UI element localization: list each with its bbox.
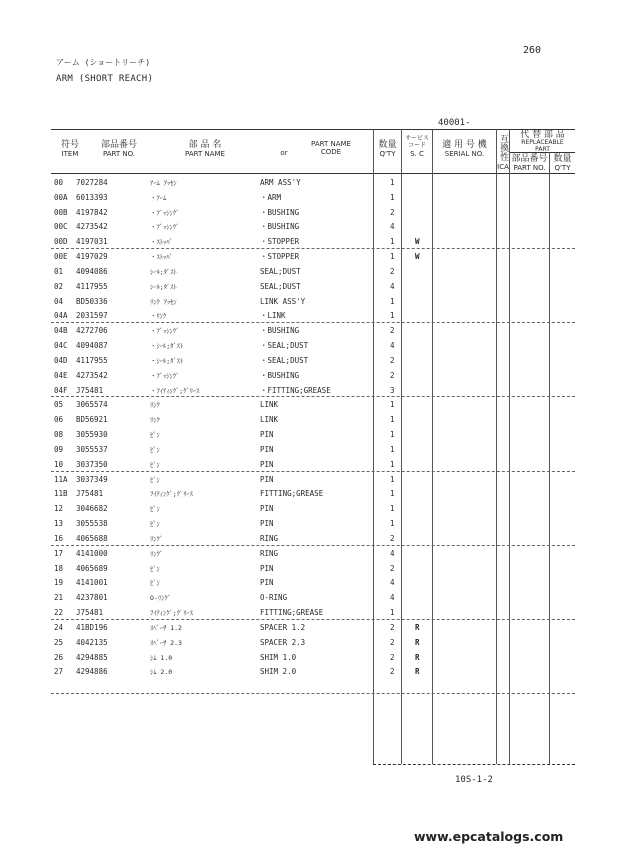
header-replace-en-1: REPLACEABLE	[521, 139, 564, 147]
item-cell: 27	[54, 667, 64, 677]
table-row	[54, 176, 574, 191]
part-name-code-cell: FITTING;GREASE	[260, 608, 324, 618]
part-no-cell: 3037349	[76, 474, 108, 484]
item-cell: 25	[54, 637, 64, 647]
part-no-cell: 4065688	[76, 533, 108, 543]
qty-cell: 1	[390, 444, 395, 454]
header-replace-jp: 代 替 部 品	[520, 130, 565, 140]
part-name-jp-cell: ﾘﾝｸ	[150, 416, 160, 425]
part-name-jp-cell: ﾋﾟﾝ	[150, 564, 160, 573]
header-ica	[497, 131, 509, 171]
qty-cell: 4	[390, 593, 395, 603]
part-name-jp-cell: ﾌｲﾃｨﾝｸﾞ;ｸﾞﾘｰｽ	[150, 490, 193, 499]
header-code-en-1: PART NAME	[311, 140, 351, 148]
part-name-code-cell: SPACER 1.2	[260, 622, 306, 632]
part-no-cell: BD56921	[76, 415, 108, 425]
part-name-code-cell: SEAL;DUST	[260, 281, 301, 291]
part-no-cell: 41BD196	[76, 622, 108, 632]
service-code-cell: R	[415, 667, 420, 677]
header-serial-en: SERIAL NO.	[444, 150, 485, 159]
part-name-jp-cell: ﾋﾟﾝ	[150, 505, 160, 514]
part-name-code-cell: RING	[260, 533, 279, 543]
part-name-code-cell: ・STOPPER	[260, 237, 300, 247]
group-separator	[51, 322, 575, 323]
qty-cell: 3	[390, 385, 395, 395]
qty-cell: 4	[390, 222, 395, 232]
part-no-cell: 4042135	[76, 637, 108, 647]
part-no-cell: 3055930	[76, 430, 108, 440]
qty-cell: 1	[390, 296, 395, 306]
item-cell: 22	[54, 608, 64, 618]
header-replace-partno-jp: 部品番号	[511, 154, 548, 164]
group-separator	[51, 471, 575, 472]
item-cell: 04F	[54, 385, 68, 395]
part-name-code-cell: PIN	[260, 578, 274, 588]
qty-cell: 2	[390, 652, 395, 662]
header-or	[276, 149, 292, 157]
part-name-jp-cell: ・ｼｰﾙ;ﾀﾞｽﾄ	[150, 356, 184, 365]
table-row	[54, 443, 574, 458]
part-name-code-cell: ARM ASS'Y	[260, 178, 301, 187]
header-item-en: ITEM	[61, 150, 79, 159]
part-no-cell: 4273542	[76, 222, 108, 232]
service-code-cell: W	[415, 237, 420, 247]
part-name-jp-cell: ・ｼｰﾙ;ﾀﾞｽﾄ	[150, 342, 184, 351]
part-name-code-cell: ・BUSHING	[260, 370, 300, 380]
header-service-code	[402, 136, 432, 158]
table-row	[54, 265, 574, 280]
header-qty-jp: 数量	[378, 140, 397, 150]
qty-cell: 1	[390, 459, 395, 469]
table-row	[54, 636, 574, 651]
part-name-jp-cell: ｼﾑ 2.0	[150, 668, 173, 677]
part-name-jp-cell: ﾋﾟﾝ	[150, 579, 160, 588]
part-no-cell: 2031597	[76, 311, 108, 321]
table-row	[54, 665, 574, 680]
part-no-cell: 4094087	[76, 341, 108, 351]
header-sc-en: S. C	[410, 149, 424, 158]
part-no-cell: 6013393	[76, 192, 108, 202]
part-name-jp-cell: ・ｽﾄｯﾊﾟ	[150, 238, 173, 247]
item-cell: 17	[54, 548, 64, 558]
qty-cell: 4	[390, 341, 395, 351]
part-name-jp-cell: ﾋﾟﾝ	[150, 431, 160, 440]
header-ica-en: ICA	[497, 163, 509, 171]
qty-cell: 2	[390, 667, 395, 677]
header-replaceable	[510, 130, 575, 154]
item-cell: 12	[54, 504, 64, 514]
qty-cell: 1	[390, 311, 395, 321]
part-name-code-cell: PIN	[260, 474, 274, 484]
part-no-cell: 3055538	[76, 519, 108, 529]
item-cell: 04B	[54, 326, 68, 336]
part-name-code-cell: ・LINK	[260, 311, 286, 321]
qty-cell: 1	[390, 474, 395, 484]
qty-cell: 1	[390, 608, 395, 618]
table-row	[54, 562, 574, 577]
header-replace-part-no	[510, 154, 549, 172]
item-cell: 11B	[54, 489, 68, 499]
header-code	[296, 140, 366, 156]
part-name-code-cell: O-RING	[260, 593, 288, 603]
serial-range: 40001-	[438, 118, 471, 128]
item-cell: 00E	[54, 252, 68, 262]
part-name-jp-cell: ・ﾘﾝｸ	[150, 312, 167, 321]
part-name-code-cell: LINK ASS'Y	[260, 296, 306, 306]
part-no-cell: J75481	[76, 385, 104, 395]
item-cell: 16	[54, 533, 64, 543]
item-cell: 18	[54, 563, 64, 573]
table-row	[54, 191, 574, 206]
page-title: ARM (SHORT REACH)	[56, 74, 154, 84]
part-no-cell: 4117955	[76, 281, 108, 291]
part-name-code-cell: PIN	[260, 459, 274, 469]
item-cell: 06	[54, 415, 64, 425]
header-replace-partno-en: PART NO.	[513, 164, 546, 173]
part-name-jp-cell: ・ﾌｲﾃｨﾝｸﾞ;ｸﾞﾘｰｽ	[150, 386, 200, 395]
service-code-cell: R	[415, 652, 420, 662]
group-separator	[51, 545, 575, 546]
qty-cell: 2	[390, 637, 395, 647]
part-no-cell: 4117955	[76, 355, 108, 365]
watermark[interactable]: www.epcatalogs.com	[414, 829, 564, 844]
header-item	[52, 140, 88, 158]
header-part-no	[88, 140, 150, 158]
part-name-code-cell: RING	[260, 548, 279, 558]
header-replace-qty	[550, 154, 575, 172]
item-cell: 00A	[54, 192, 68, 202]
qty-cell: 2	[390, 563, 395, 573]
table-row	[54, 250, 574, 265]
table-row	[54, 369, 574, 384]
header-sc-jp-1: サービス	[404, 135, 429, 142]
qty-cell: 4	[390, 548, 395, 558]
part-no-cell: 3055537	[76, 444, 108, 454]
part-name-jp-cell: ｼｰﾙ;ﾀﾞｽﾄ	[150, 267, 177, 276]
group-separator	[51, 396, 575, 397]
table-row	[54, 621, 574, 636]
part-name-code-cell: SHIM 1.0	[260, 652, 297, 662]
header-part-name	[160, 140, 250, 158]
table-row	[54, 220, 574, 235]
part-name-jp-cell: ・ﾌﾞｯｼﾝｸﾞ	[150, 327, 180, 336]
part-name-code-cell: SPACER 2.3	[260, 637, 306, 647]
table-row	[54, 547, 574, 562]
qty-cell: 2	[390, 355, 395, 365]
item-cell: 04A	[54, 311, 68, 321]
part-name-code-cell: ・BUSHING	[260, 207, 300, 217]
part-name-jp-cell: ｽﾍﾟｰｻ 2.3	[150, 638, 182, 647]
table-row	[54, 354, 574, 369]
part-no-cell: J75481	[76, 489, 104, 499]
table-row	[54, 487, 574, 502]
part-name-jp-cell: ｱｰﾑ ｱｯｾﾝ	[150, 179, 177, 187]
item-cell: 24	[54, 622, 64, 632]
part-no-cell: 4065689	[76, 563, 108, 573]
header-or-label: or	[280, 149, 288, 157]
part-no-cell: 4273542	[76, 370, 108, 380]
header-part-no-jp: 部品番号	[100, 140, 137, 150]
group-separator	[51, 693, 575, 694]
part-no-cell: 4237801	[76, 593, 108, 603]
part-no-cell: 4294885	[76, 652, 108, 662]
part-no-cell: 4197842	[76, 207, 108, 217]
qty-cell: 2	[390, 533, 395, 543]
part-no-cell: BD50336	[76, 296, 108, 306]
part-no-cell: 4141000	[76, 548, 108, 558]
item-cell: 08	[54, 430, 64, 440]
qty-cell: 4	[390, 578, 395, 588]
table-row	[54, 428, 574, 443]
item-cell: 00D	[54, 237, 68, 247]
part-name-jp-cell: ・ｱｰﾑ	[150, 193, 167, 202]
table-row	[54, 280, 574, 295]
item-cell: 00C	[54, 222, 68, 232]
header-serial-jp: 適 用 号 機	[442, 140, 487, 150]
header-replace-en-2: PART	[535, 146, 550, 154]
group-separator	[51, 248, 575, 249]
part-name-code-cell: ・BUSHING	[260, 326, 300, 336]
item-cell: 00B	[54, 207, 68, 217]
header-serial	[433, 140, 496, 158]
part-no-cell: J75481	[76, 608, 104, 618]
qty-cell: 4	[390, 281, 395, 291]
qty-cell: 1	[390, 252, 395, 262]
part-name-jp-cell: ｽﾍﾟｰｻ 1.2	[150, 623, 182, 632]
page-title-jp: アーム (ショートリーチ)	[56, 58, 151, 67]
item-cell: 04E	[54, 370, 68, 380]
page-footer-code: 10S-1-2	[455, 775, 493, 785]
part-name-code-cell: ・STOPPER	[260, 252, 300, 262]
part-name-code-cell: SHIM 2.0	[260, 667, 297, 677]
qty-cell: 1	[390, 415, 395, 425]
part-name-jp-cell: ﾌｲﾃｨﾝｸﾞ;ｸﾞﾘｰｽ	[150, 609, 193, 618]
table-row	[54, 413, 574, 428]
item-cell: 19	[54, 578, 64, 588]
part-no-cell: 3037350	[76, 459, 108, 469]
part-name-jp-cell: ・ﾌﾞｯｼﾝｸﾞ	[150, 223, 180, 232]
part-name-jp-cell: ｼﾑ 1.0	[150, 653, 173, 662]
qty-cell: 1	[390, 192, 395, 202]
header-code-en-2: CODE	[320, 148, 342, 157]
qty-cell: 1	[390, 430, 395, 440]
part-name-jp-cell: ﾋﾟﾝ	[150, 475, 160, 484]
part-name-code-cell: ・ARM	[260, 192, 282, 202]
table-row	[54, 502, 574, 517]
part-no-cell: 3046682	[76, 504, 108, 514]
service-code-cell: R	[415, 622, 420, 632]
header-replace-qty-en: Q'TY	[554, 164, 571, 173]
part-name-jp-cell: ｼｰﾙ;ﾀﾞｽﾄ	[150, 282, 177, 291]
qty-cell: 2	[390, 326, 395, 336]
part-name-code-cell: PIN	[260, 504, 274, 514]
header-part-name-jp: 部 品 名	[188, 140, 222, 150]
qty-cell: 1	[390, 237, 395, 247]
item-cell: 26	[54, 652, 64, 662]
part-name-jp-cell: ・ﾌﾞｯｼﾝｸﾞ	[150, 208, 180, 217]
item-cell: 04C	[54, 341, 68, 351]
table-row	[54, 324, 574, 339]
part-name-code-cell: PIN	[260, 430, 274, 440]
item-cell: 01	[54, 266, 64, 276]
part-name-jp-cell: ・ﾌﾞｯｼﾝｸﾞ	[150, 371, 180, 380]
table-row	[54, 576, 574, 591]
part-name-jp-cell: ﾘﾝｸ ｱｯｾﾝ	[150, 297, 177, 306]
part-name-jp-cell: ﾋﾟﾝ	[150, 520, 160, 529]
table-row	[54, 339, 574, 354]
header-item-jp: 符号	[60, 140, 79, 150]
part-no-cell: 4197029	[76, 252, 108, 262]
header-ica-jp: 互換性	[498, 133, 509, 161]
part-name-code-cell: ・SEAL;DUST	[260, 341, 309, 351]
service-code-cell: R	[415, 637, 420, 647]
part-no-cell: 3065574	[76, 400, 108, 410]
part-name-jp-cell: O-ﾘﾝｸﾞ	[150, 594, 171, 603]
part-no-cell: 7027284	[76, 178, 108, 187]
part-name-code-cell: LINK	[260, 415, 279, 425]
item-cell: 09	[54, 444, 64, 454]
part-name-code-cell: FITTING;GREASE	[260, 489, 324, 499]
part-name-jp-cell: ﾋﾟﾝ	[150, 460, 160, 469]
part-name-code-cell: ・SEAL;DUST	[260, 355, 309, 365]
part-name-code-cell: PIN	[260, 444, 274, 454]
part-name-code-cell: PIN	[260, 519, 274, 529]
part-name-jp-cell: ﾘﾝｸﾞ	[150, 534, 163, 543]
part-name-jp-cell: ・ｽﾄｯﾊﾟ	[150, 253, 173, 262]
qty-cell: 1	[390, 489, 395, 499]
header-qty-en: Q'TY	[379, 150, 396, 159]
table-row	[54, 398, 574, 413]
item-cell: 05	[54, 400, 64, 410]
table-row	[54, 206, 574, 221]
header-part-no-en: PART NO.	[102, 150, 136, 159]
page-number: 260	[523, 45, 542, 56]
qty-cell: 2	[390, 266, 395, 276]
item-cell: 13	[54, 519, 64, 529]
header-part-name-en: PART NAME	[185, 150, 225, 159]
part-no-cell: 4141001	[76, 578, 108, 588]
qty-cell: 1	[390, 178, 395, 187]
table-row	[54, 517, 574, 532]
table-row	[54, 295, 574, 310]
header-sc-jp-2: コード	[407, 141, 426, 149]
table-row	[54, 591, 574, 606]
item-cell: 04	[54, 296, 64, 306]
item-cell: 00	[54, 178, 64, 187]
qty-cell: 1	[390, 504, 395, 514]
part-no-cell: 4094086	[76, 266, 108, 276]
part-no-cell: 4272706	[76, 326, 108, 336]
part-name-code-cell: PIN	[260, 563, 274, 573]
part-name-jp-cell: ﾘﾝｸ	[150, 401, 160, 410]
qty-cell: 2	[390, 370, 395, 380]
item-cell: 10	[54, 459, 64, 469]
item-cell: 11A	[54, 474, 68, 484]
item-cell: 21	[54, 593, 64, 603]
item-cell: 02	[54, 281, 64, 291]
header-qty	[374, 140, 401, 158]
part-name-code-cell: ・BUSHING	[260, 222, 300, 232]
table-row	[54, 651, 574, 666]
part-name-jp-cell: ﾋﾟﾝ	[150, 445, 160, 454]
qty-cell: 1	[390, 519, 395, 529]
qty-cell: 2	[390, 622, 395, 632]
table-bottom-border	[373, 764, 575, 765]
table-row	[54, 473, 574, 488]
qty-cell: 2	[390, 207, 395, 217]
part-no-cell: 4294886	[76, 667, 108, 677]
header-replace-qty-jp: 数量	[553, 154, 572, 164]
part-name-code-cell: SEAL;DUST	[260, 266, 301, 276]
qty-cell: 1	[390, 400, 395, 410]
service-code-cell: W	[415, 252, 420, 262]
item-cell: 04D	[54, 355, 68, 365]
group-separator	[51, 619, 575, 620]
part-name-jp-cell: ﾘﾝｸﾞ	[150, 549, 163, 558]
part-name-code-cell: LINK	[260, 400, 279, 410]
part-no-cell: 4197031	[76, 237, 108, 247]
part-name-code-cell: ・FITTING;GREASE	[260, 385, 331, 395]
